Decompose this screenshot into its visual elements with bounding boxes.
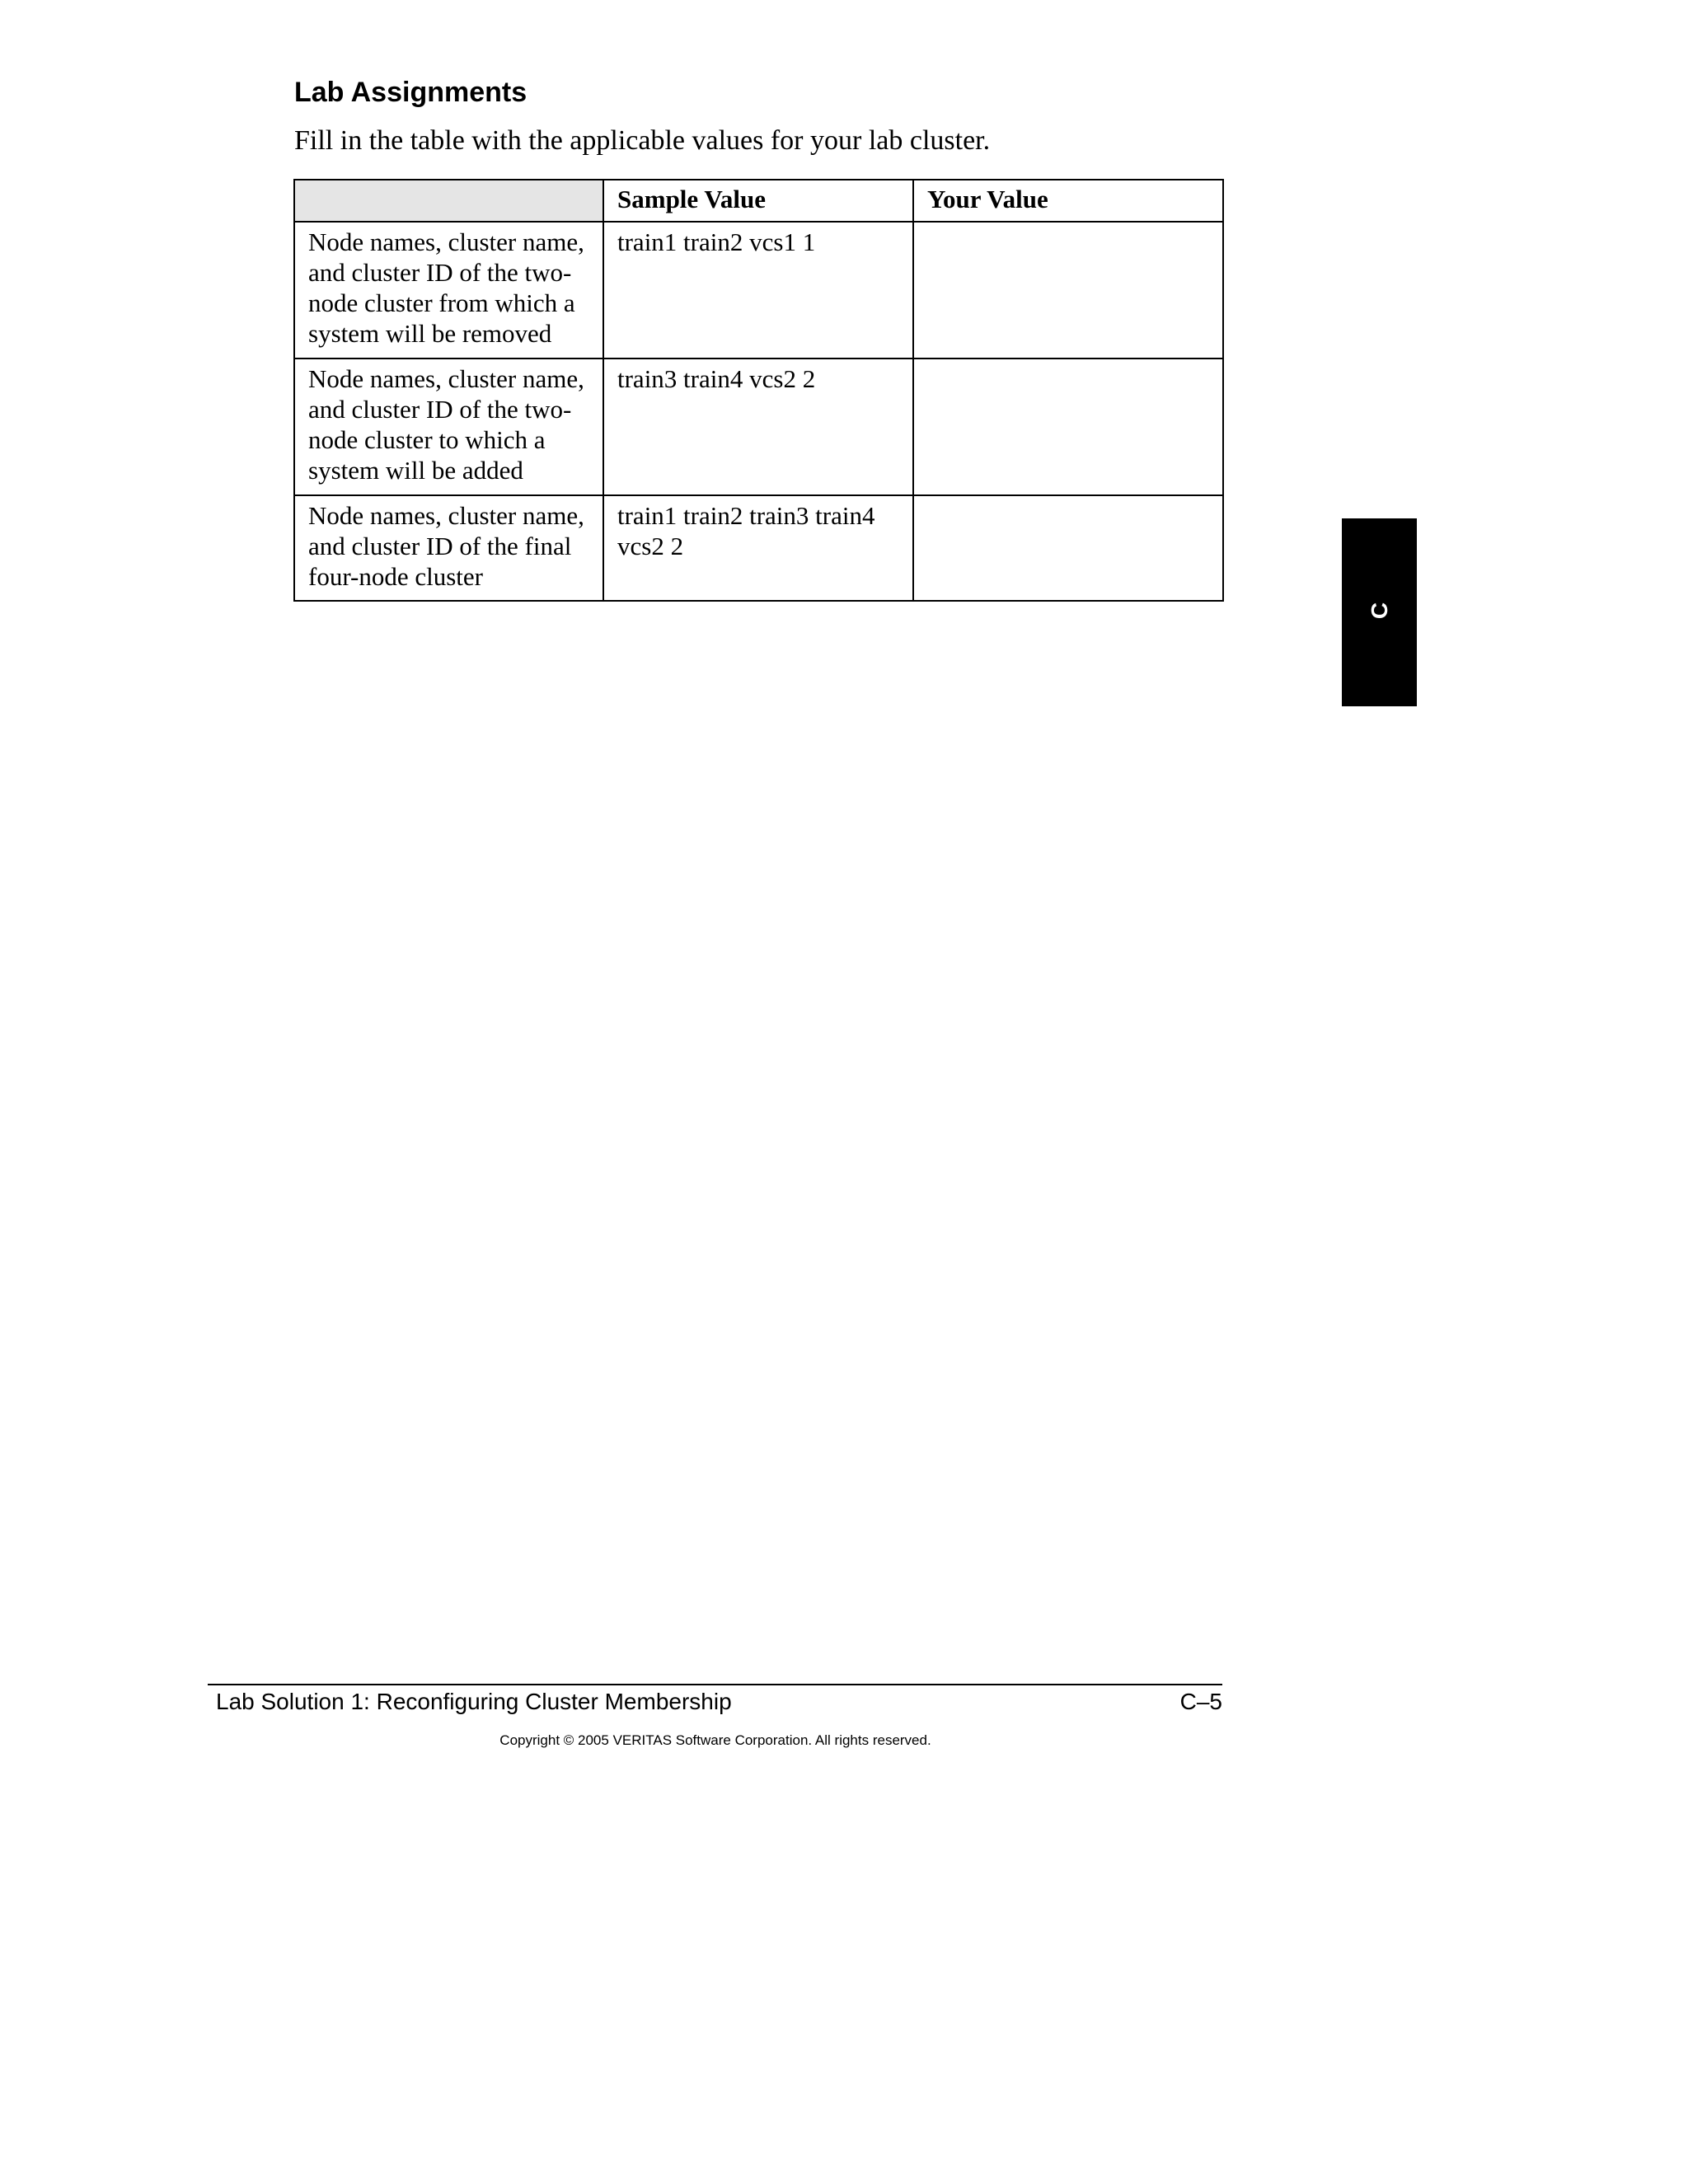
page-number: C–5: [1179, 1689, 1222, 1714]
table-row: [294, 359, 1223, 495]
header-cell-sample-value: Sample Value: [603, 180, 913, 222]
row-label-cell: Node names, cluster name, and cluster ID of the two-node cluster from which a system will be removed: [294, 222, 603, 359]
table-row: [294, 222, 1223, 359]
sample-value-cell: train1 train2 train3 train4 vcs2 2: [603, 495, 913, 601]
header-cell-your-value: Your Value: [913, 180, 1223, 222]
header-cell-blank: [294, 180, 603, 222]
sample-value-cell: train1 train2 vcs1 1: [603, 222, 913, 359]
row-label-cell: Node names, cluster name, and cluster ID of the two-node cluster to which a system will be added: [294, 359, 603, 495]
table-row: [294, 495, 1223, 601]
copyright-notice: Copyright © 2005 VERITAS Software Corporation. All rights reserved.: [499, 1732, 931, 1748]
footer-divider: [208, 1684, 1222, 1685]
row-label-cell: Node names, cluster name, and cluster ID of the final four-node cluster: [294, 495, 603, 601]
your-value-cell[interactable]: [913, 495, 1223, 601]
footer-title: Lab Solution 1: Reconfiguring Cluster Membership: [216, 1689, 732, 1714]
your-value-cell[interactable]: [913, 222, 1223, 359]
lab-assignments-table: [293, 179, 1224, 602]
intro-text: Fill in the table with the applicable values for your lab cluster.: [294, 125, 991, 156]
section-heading: Lab Assignments: [294, 77, 528, 108]
appendix-tab-letter: C: [1366, 602, 1392, 620]
appendix-side-tab: [1342, 518, 1417, 706]
table-header-row: [294, 180, 1223, 222]
your-value-cell[interactable]: [913, 359, 1223, 495]
sample-value-cell: train3 train4 vcs2 2: [603, 359, 913, 495]
